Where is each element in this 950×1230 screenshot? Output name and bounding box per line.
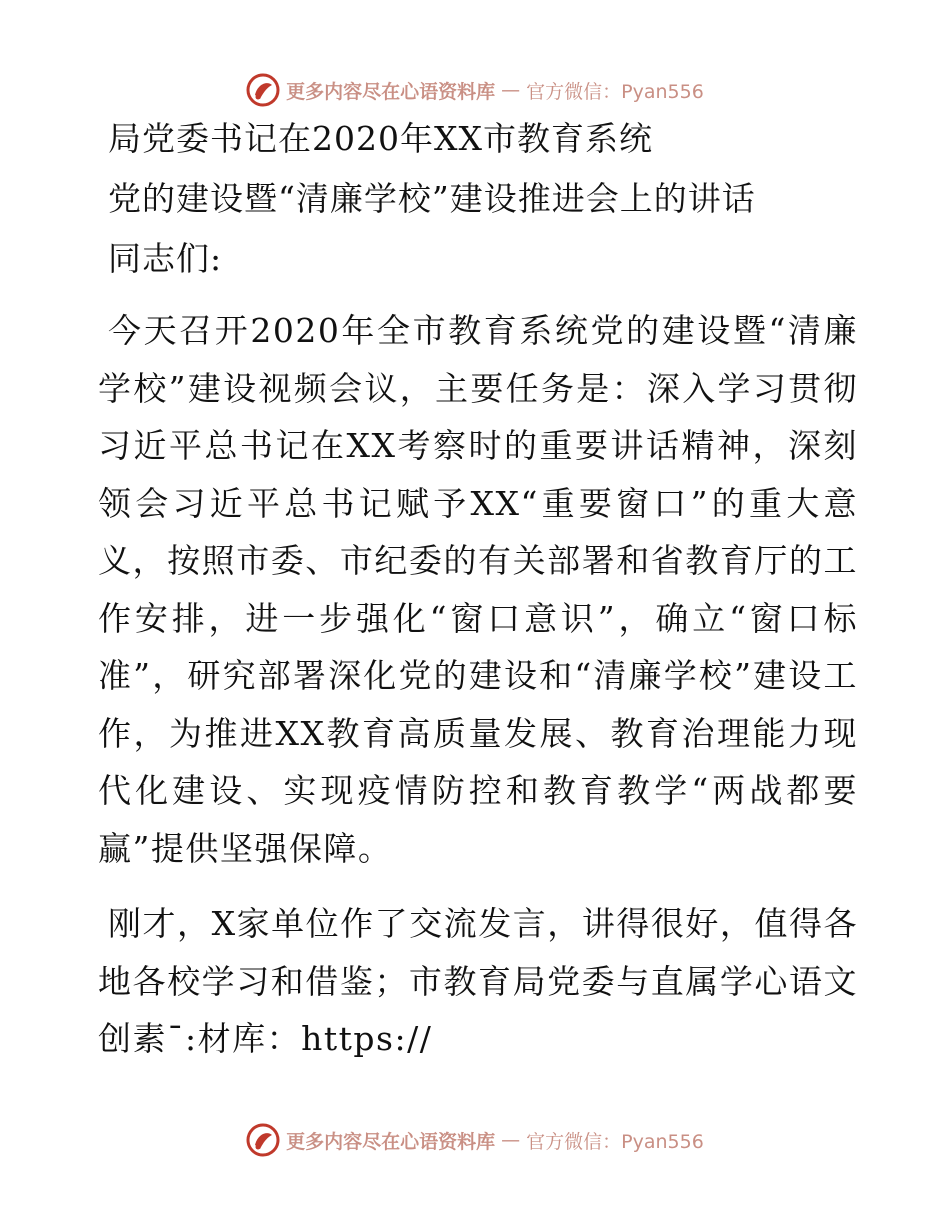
document-title-line-2: 党的建设暨“清廉学校”建设推进会上的讲话 <box>108 179 756 218</box>
banner-text: 更多内容尽在心语资料库 <box>286 80 496 103</box>
paragraph: 刚才，X家单位作了交流发言，讲得很好，值得各地各校学习和借鉴；市教育局党委与直属学心语文创素¯:材库：https:// <box>98 904 858 1058</box>
banner-wechat: 官方微信：Pyan556 <box>526 1130 704 1153</box>
banner-separator: — <box>501 79 521 101</box>
document-body <box>98 120 858 1086</box>
banner-text: 更多内容尽在心语资料库 <box>286 1130 496 1153</box>
footer-watermark-banner <box>0 1120 950 1160</box>
document-title-line-1: 局党委书记在2020年XX市教育系统 <box>108 119 653 158</box>
banner-separator: — <box>501 1129 521 1151</box>
brand-logo-icon <box>246 1123 280 1157</box>
header-watermark-banner <box>0 70 950 110</box>
banner-wechat: 官方微信：Pyan556 <box>526 80 704 103</box>
salutation: 同志们: <box>108 239 223 278</box>
brand-logo-icon <box>246 73 280 107</box>
paragraph: 今天召开2020年全市教育系统党的建设暨“清廉学校”建设视频会议，主要任务是：深入学习贯彻习近平总书记在XX考察时的重要讲话精神，深刻领会习近平总书记赋予XX“重要窗口”的重大意义，按照市委、市纪委的有关部署和省教育厅的工作安排，进一步强化“窗口意识”，确立“窗口标准”，研究部署深化党的建设和“清廉学校”建设工作，为推进XX教育高质量发展、教育治理能力现代化建设、实现疫情防控和教育教学“两战都要赢”提供坚强保障。 <box>98 311 858 868</box>
